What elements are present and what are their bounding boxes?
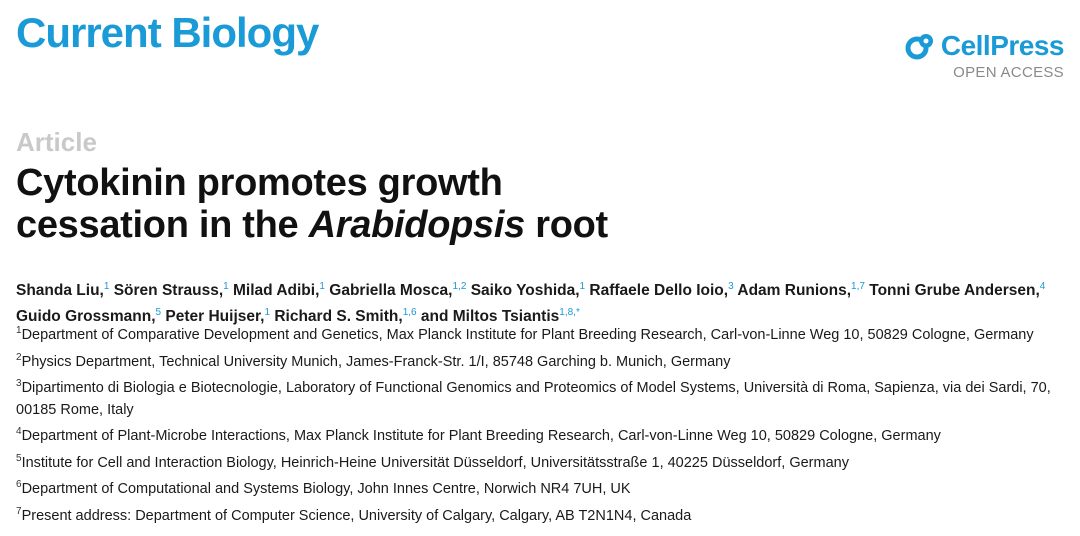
affiliation-item [16, 320, 1071, 347]
publisher-name: CellPress [940, 30, 1064, 61]
affiliation-number: 6 [16, 479, 22, 490]
affiliation-number: 2 [16, 351, 22, 363]
affiliation-text: Present address: Department of Computer Science, University of Calgary, Calgary, AB T2N1N4, Canada [21, 507, 692, 524]
title-line-1: Cytokinin promotes growth [16, 162, 503, 204]
affiliation-item [16, 448, 1071, 475]
affiliation-number: 5 [16, 452, 22, 464]
author-name[interactable] [329, 282, 466, 299]
open-access-label: OPEN ACCESS [953, 64, 1064, 81]
author-affiliation-marker[interactable]: 1,8,* [559, 307, 580, 318]
affiliation-item [16, 421, 1071, 448]
author-name-text: Sören Strauss, [113, 282, 224, 299]
author-name-text: Saiko Yoshida, [470, 282, 580, 299]
author-name-text: Peter Huijser, [165, 308, 265, 325]
author-affiliation-marker[interactable]: 1 [103, 281, 110, 292]
author-name-text: Milad Adibi, [233, 282, 320, 299]
author-affiliation-marker[interactable]: 1 [319, 281, 325, 292]
author-name-text: Richard S. Smith, [274, 308, 403, 325]
affiliation-item [16, 373, 1071, 421]
title-line-2-end: root [524, 204, 608, 246]
title-line-2-start: cessation in the [16, 204, 309, 246]
affiliation-item [16, 347, 1071, 374]
author-name[interactable] [114, 282, 229, 299]
author-name[interactable] [233, 282, 325, 299]
affiliation-item [16, 501, 1071, 528]
affiliation-text: Dipartimento di Biologia e Biotecnologie, Laboratory of Functional Genomics and Proteomics of Model Systems, Università di Roma, Sapienza, via dei Sardi, 70, 00185 Rome, Italy [16, 380, 1051, 418]
author-name-text: Tonni Grube Andersen, [869, 282, 1040, 299]
author-affiliation-marker[interactable]: 1,2 [452, 281, 467, 292]
affiliation-text: Physics Department, Technical University Munich, James-Franck-Str. 1/I, 85748 Garching b. Munich, Germany [21, 353, 731, 370]
publisher-logo [905, 30, 1064, 62]
author-name[interactable] [471, 282, 585, 299]
author-affiliation-marker[interactable]: 1,7 [851, 281, 865, 292]
affiliation-number: 4 [16, 426, 22, 437]
author-name-text: Shanda Liu, [16, 282, 104, 299]
cellpress-logo-icon [905, 30, 937, 62]
author-affiliation-marker[interactable]: 1 [223, 281, 229, 292]
affiliation-text: Institute for Cell and Interaction Biology, Heinrich-Heine Universität Düsseldorf, Universitätsstraße 1, 40225 Düsseldorf, Germany [21, 454, 849, 471]
author-name[interactable] [737, 282, 865, 299]
author-name[interactable] [16, 282, 109, 299]
author-name-text: Adam Runions, [737, 282, 852, 299]
article-type: Article [16, 127, 97, 157]
author-affiliation-marker[interactable]: 1 [579, 281, 586, 292]
article-title [16, 162, 776, 246]
affiliation-text: Department of Computational and Systems Biology, John Innes Centre, Norwich NR4 7UH, UK [21, 481, 631, 497]
author-affiliation-marker[interactable]: 1,6 [402, 307, 417, 318]
author-affiliation-marker[interactable]: 5 [155, 307, 162, 318]
author-affiliation-marker[interactable]: 3 [728, 281, 734, 292]
author-name[interactable] [589, 282, 733, 299]
affiliation-item [16, 474, 1071, 501]
author-name-text: Guido Grossmann, [16, 308, 156, 325]
affiliation-text: Department of Plant-Microbe Interactions, Max Planck Institute for Plant Breeding Research, Carl-von-Linne Weg 10, 50829 Cologne, Germany [21, 428, 941, 444]
author-affiliation-marker[interactable]: 4 [1039, 281, 1046, 292]
affiliation-text: Department of Comparative Development and Genetics, Max Planck Institute for Plant Breeding Research, Carl-von-Linne Weg 10, 50829 Cologne, Germany [21, 327, 1034, 343]
affiliation-number: 7 [16, 505, 22, 517]
publisher-block [884, 30, 1064, 86]
affiliation-list [16, 320, 1071, 527]
affiliation-number: 1 [16, 325, 22, 336]
author-name-text: Raffaele Dello Ioio, [589, 282, 729, 299]
title-italic-term: Arabidopsis [308, 204, 525, 246]
journal-title: Current Biology [16, 9, 319, 56]
author-name[interactable] [869, 282, 1045, 299]
author-name-text: and Miltos Tsiantis [420, 308, 560, 325]
affiliation-number: 3 [16, 378, 22, 389]
author-name-text: Gabriella Mosca, [329, 282, 453, 299]
author-affiliation-marker[interactable]: 1 [264, 307, 271, 318]
